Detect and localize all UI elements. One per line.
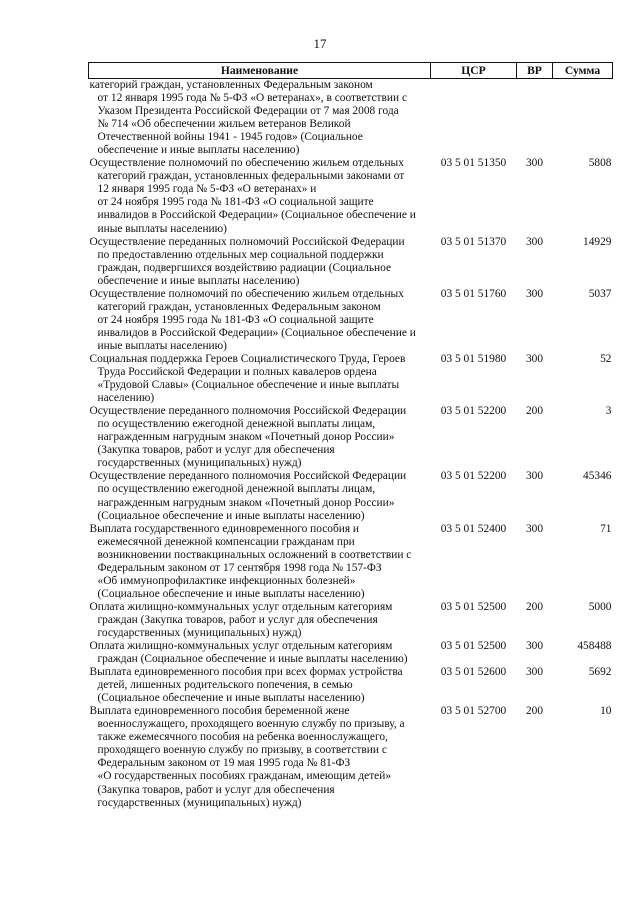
budget-table: [88, 62, 613, 810]
row-name-line: обеспечение и иные выплаты населению): [97, 274, 300, 287]
row-vr: 200: [525, 705, 544, 718]
row-name-line: категорий граждан, установленных Федеральным законом: [97, 300, 381, 313]
row-name-line: категорий граждан, установленных федеральными законами от: [97, 170, 405, 183]
row-name-line: (Закупка товаров, работ и услуг для обеспечения: [97, 444, 335, 457]
table-body: [89, 79, 613, 810]
header-vr: ВР: [517, 63, 553, 79]
row-csr: 03 5 01 52400: [440, 522, 507, 535]
row-name-line: Осуществление переданного полномочия Российской Федерации: [89, 470, 407, 483]
row-name-line: от 24 ноября 1995 года № 181-ФЗ «О социальной защите: [97, 196, 374, 209]
row-name-line: Осуществление полномочий по обеспечению жильем отдельных: [89, 287, 404, 300]
row-name-line: возникновении поствакцинальных осложнений в соответствии с: [97, 548, 412, 561]
table-row: [89, 288, 613, 353]
row-name-line: граждан (Социальное обеспечение и иные выплаты населению): [97, 653, 408, 666]
row-name-line: военнослужащего, проходящего военную службу по призыву, а: [97, 718, 405, 731]
row-vr: 300: [525, 157, 544, 170]
row-name-line: Выплата единовременного пособия при всех формах устройства: [89, 666, 403, 679]
row-csr: 03 5 01 52200: [440, 470, 507, 483]
row-name: [89, 236, 431, 288]
row-name-line: граждан (Закупка товаров, работ и услуг для обеспечения: [97, 613, 378, 626]
row-name-line: от 12 января 1995 года № 5-ФЗ «О ветеранах», в соответствии с: [97, 92, 407, 105]
row-name-line: проходящего военную службу по призыву, в соответствии с: [97, 744, 387, 757]
row-sum: [553, 79, 613, 158]
table-row: [89, 666, 613, 705]
row-sum: 71: [600, 522, 612, 535]
row-vr: 300: [525, 640, 544, 653]
row-name: [89, 666, 431, 705]
table-header-row: [89, 63, 613, 79]
row-csr: [431, 79, 517, 158]
row-name: [89, 79, 431, 158]
row-vr: [517, 79, 553, 158]
table-row: [89, 470, 613, 522]
row-name: [89, 601, 431, 640]
row-name: [89, 470, 431, 522]
row-name-line: № 714 «Об обеспечении жильем ветеранов Великой: [97, 118, 351, 131]
row-name: [89, 705, 431, 809]
row-sum: 14929: [583, 235, 612, 248]
row-name-line: (Социальное обеспечение и иные выплаты населению): [97, 509, 365, 522]
row-name-line: «Трудовой Славы» (Социальное обеспечение и иные выплаты: [97, 379, 400, 392]
row-sum: 5692: [588, 666, 612, 679]
row-csr: 03 5 01 51980: [440, 352, 507, 365]
header-csr: ЦСР: [431, 63, 517, 79]
row-name-line: Осуществление переданных полномочий Российской Федерации: [89, 235, 405, 248]
row-csr: 03 5 01 52600: [440, 666, 507, 679]
row-name: [89, 353, 431, 405]
row-csr: 03 5 01 51760: [440, 287, 507, 300]
row-vr: 300: [525, 352, 544, 365]
row-csr: 03 5 01 52200: [440, 405, 507, 418]
row-name-line: ежемесячной денежной компенсации гражданам при: [97, 535, 355, 548]
row-name: [89, 405, 431, 470]
row-name-line: Федеральным законом от 17 сентября 1998 года № 157-ФЗ: [97, 561, 382, 574]
row-vr: 300: [525, 470, 544, 483]
row-vr: 300: [525, 666, 544, 679]
table-row: [89, 236, 613, 288]
row-name-line: инвалидов в Российской Федерации» (Социальное обеспечение и: [97, 209, 416, 222]
row-name-line: Осуществление полномочий по обеспечению жильем отдельных: [89, 157, 404, 170]
row-name-line: по осуществлению ежегодной денежной выплаты лицам,: [97, 483, 376, 496]
row-csr: 03 5 01 52500: [440, 600, 507, 613]
table-row: [89, 353, 613, 405]
row-name-line: Отечественной войны 1941 - 1945 годов» (Социальное: [97, 131, 363, 144]
row-name-line: иные выплаты населению): [97, 339, 227, 352]
row-name: [89, 288, 431, 353]
row-sum: 458488: [577, 640, 612, 653]
header-name: Наименование: [89, 63, 431, 79]
row-name-line: от 24 ноября 1995 года № 181-ФЗ «О социальной защите: [97, 313, 374, 326]
row-name-line: населению): [97, 392, 155, 405]
row-name-line: Труда Российской Федерации и полных кавалеров ордена: [97, 366, 377, 379]
table-row: [89, 405, 613, 470]
table-row: [89, 601, 613, 640]
table-row: [89, 79, 613, 158]
row-sum: 5808: [588, 157, 612, 170]
row-name-line: Социальная поддержка Героев Социалистического Труда, Героев: [89, 352, 406, 365]
row-name: [89, 640, 431, 666]
row-name: [89, 523, 431, 601]
table-row: [89, 523, 613, 601]
row-name-line: категорий граждан, установленных Федеральным законом: [89, 79, 373, 91]
row-vr: 300: [525, 522, 544, 535]
row-sum: 45346: [583, 470, 612, 483]
row-name-line: Оплата жилищно-коммунальных услуг отдельным категориям: [89, 640, 393, 653]
row-name-line: инвалидов в Российской Федерации» (Социальное обеспечение и: [97, 326, 416, 339]
row-vr: 300: [525, 287, 544, 300]
row-name-line: награжденным нагрудным знаком «Почетный донор России»: [97, 431, 395, 444]
row-name-line: детей, лишенных родительского попечения, в семью: [97, 679, 353, 692]
row-name-line: (Социальное обеспечение и иные выплаты населению): [97, 587, 365, 600]
row-name: [89, 157, 431, 235]
row-csr: 03 5 01 52500: [440, 640, 507, 653]
row-csr: 03 5 01 51350: [440, 157, 507, 170]
row-name-line: также ежемесячного пособия на ребенка военнослужащего,: [97, 731, 388, 744]
row-vr: 200: [525, 405, 544, 418]
row-name-line: граждан, подвергшихся воздействию радиации (Социальное: [97, 261, 392, 274]
table-row: [89, 705, 613, 809]
row-name-line: Указом Президента Российской Федерации от 7 мая 2008 года: [97, 105, 399, 118]
row-csr: 03 5 01 51370: [440, 235, 507, 248]
row-csr: 03 5 01 52700: [440, 705, 507, 718]
row-sum: 5037: [588, 287, 612, 300]
row-vr: 300: [525, 235, 544, 248]
row-sum: 52: [600, 352, 612, 365]
row-name-line: государственных (муниципальных) нужд): [97, 796, 302, 809]
row-name-line: Оплата жилищно-коммунальных услуг отдельным категориям: [89, 600, 393, 613]
row-name-line: государственных (муниципальных) нужд): [97, 626, 302, 639]
row-name-line: 12 января 1995 года № 5-ФЗ «О ветеранах» и: [97, 183, 317, 196]
row-name-line: награжденным нагрудным знаком «Почетный донор России»: [97, 496, 395, 509]
row-sum: 5000: [588, 600, 612, 613]
page-number: 17: [313, 36, 327, 51]
row-sum: 3: [605, 405, 612, 418]
row-name-line: «О государственных пособиях гражданам, имеющим детей»: [97, 770, 392, 783]
table-row: [89, 157, 613, 235]
row-sum: 10: [600, 705, 612, 718]
row-name-line: по предоставлению отдельных мер социальной поддержки: [97, 248, 384, 261]
row-name-line: по осуществлению ежегодной денежной выплаты лицам,: [97, 418, 376, 431]
row-name-line: Осуществление переданного полномочия Российской Федерации: [89, 405, 407, 418]
row-name-line: Федеральным законом от 19 мая 1995 года № 81-ФЗ: [97, 757, 351, 770]
row-name-line: Выплата государственного единовременного пособия и: [89, 522, 360, 535]
row-name-line: иные выплаты населению): [97, 222, 227, 235]
row-name-line: (Закупка товаров, работ и услуг для обеспечения: [97, 783, 335, 796]
row-name-line: «Об иммунопрофилактике инфекционных болезней»: [97, 574, 356, 587]
row-vr: 200: [525, 600, 544, 613]
row-name-line: Выплата единовременного пособия беременной жене: [89, 705, 350, 718]
header-sum: Сумма: [553, 63, 613, 79]
row-name-line: обеспечение и иные выплаты населению): [97, 144, 300, 157]
table-row: [89, 640, 613, 666]
row-name-line: (Социальное обеспечение и иные выплаты населению): [97, 692, 365, 705]
row-name-line: государственных (муниципальных) нужд): [97, 457, 302, 470]
